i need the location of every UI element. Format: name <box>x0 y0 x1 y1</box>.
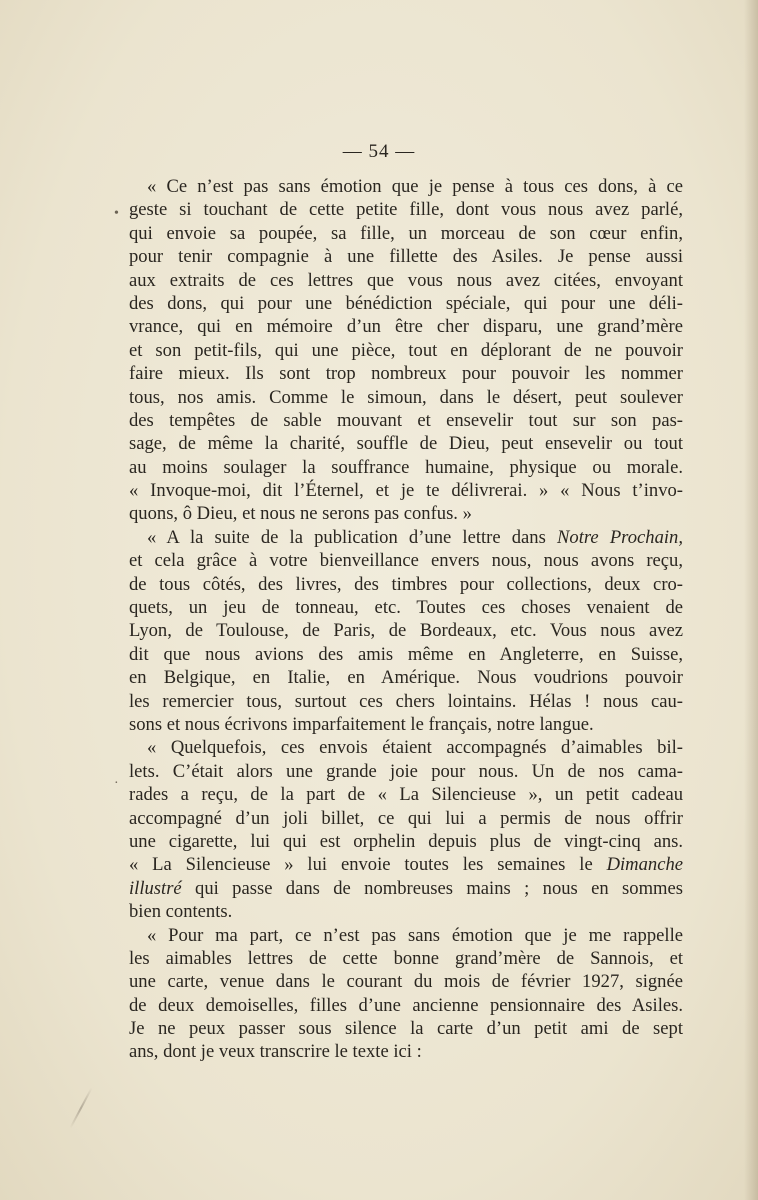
journal-title: Notre Prochain, <box>557 526 683 548</box>
text-line: quons, ô Dieu, et nous ne serons pas confus. » <box>129 503 472 525</box>
text-line: une carte, venue dans le courant du mois de février 1927, signée <box>129 971 683 993</box>
text-line: quets, un jeu de tonneau, etc. Toutes ces choses venaient de <box>129 597 683 619</box>
text-line: sage, de même la charité, souffle de Dieu, peut ensevelir ou tout <box>129 433 683 455</box>
text-line: bien contents. <box>129 901 233 923</box>
text-segment: qui passe dans de nombreuses mains ; nous en sommes <box>181 877 683 899</box>
text-segment: « A la suite de la publication d’une lettre dans <box>147 526 557 548</box>
text-line: « Ce n’est pas sans émotion que je pense à tous ces dons, à ce <box>147 176 683 197</box>
paragraph-3 <box>129 736 683 923</box>
text-line <box>129 877 683 900</box>
text-line: et son petit-fils, qui une pièce, tout en déplorant de ne pouvoir <box>129 339 683 361</box>
margin-dot: • <box>114 206 119 221</box>
margin-dot: · <box>114 776 119 791</box>
text-line: de tous côtés, des livres, des timbres pour collections, deux cro- <box>129 573 683 595</box>
text-line: accompagné d’un joli billet, ce qui lui a permis de nous offrir <box>129 807 683 829</box>
text-line: pour tenir compagnie à une fillette des Asiles. Je pense aussi <box>129 246 683 268</box>
text-line: « Invoque-moi, dit l’Éternel, et je te délivrerai. » « Nous t’invo- <box>129 480 683 502</box>
text-line: qui envoie sa poupée, sa fille, un morceau de son cœur enfin, <box>129 222 683 244</box>
text-line: tous, nos amis. Comme le simoun, dans le désert, peut soulever <box>129 386 683 408</box>
text-line: aux extraits de ces lettres que vous nous avez citées, envoyant <box>129 269 683 291</box>
text-line: au moins soulager la souffrance humaine, physique ou morale. <box>129 456 683 478</box>
text-line: dit que nous avions des amis même en Angleterre, en Suisse, <box>129 643 683 665</box>
text-line: Je ne peux passer sous silence la carte d’un petit ami de sept <box>129 1018 683 1040</box>
paragraph-2 <box>129 526 683 737</box>
journal-title: Dimanche <box>606 854 683 876</box>
text-line: des tempêtes de sable mouvant et ensevelir tout sur son pas- <box>129 409 683 431</box>
text-line: geste si touchant de cette petite fille, dont vous nous avez parlé, <box>129 199 683 221</box>
text-line: une cigarette, lui qui est orphelin depuis plus de vingt-cinq ans. <box>129 830 683 852</box>
journal-title: illustré <box>129 877 182 899</box>
body-text <box>129 175 683 1064</box>
text-line: de deux demoiselles, filles d’une ancienne pensionnaire des Asiles. <box>129 994 683 1016</box>
text-line: rades a reçu, de la part de « La Silencieuse », un petit cadeau <box>129 784 683 806</box>
text-line: vrance, qui en mémoire d’un être cher disparu, une grand’mère <box>129 316 683 338</box>
text-line: ans, dont je veux transcrire le texte ici : <box>129 1041 422 1063</box>
text-line: lets. C’était alors une grande joie pour nous. Un de nos cama- <box>129 760 683 782</box>
text-line <box>129 526 683 549</box>
text-line: « Quelquefois, ces envois étaient accompagnés d’aimables bil- <box>147 737 683 759</box>
text-line: sons et nous écrivons imparfaitement le français, notre langue. <box>129 713 594 735</box>
text-line <box>129 853 683 876</box>
text-line: faire mieux. Ils sont trop nombreux pour pouvoir les nommer <box>129 363 683 385</box>
text-line: des dons, qui pour une bénédiction spéciale, qui pour une déli- <box>129 292 683 314</box>
text-line: les aimables lettres de cette bonne grand’mère de Sannois, et <box>129 947 683 969</box>
pencil-mark <box>69 1087 92 1129</box>
text-line: « Pour ma part, ce n’est pas sans émotion que je me rappelle <box>147 924 683 946</box>
page-number: — 54 — <box>342 141 416 162</box>
text-line: les remercier tous, surtout ces chers lointains. Hélas ! nous cau- <box>129 690 683 712</box>
paragraph-4 <box>129 924 683 1064</box>
text-line: et cela grâce à votre bienveillance envers nous, nous avons reçu, <box>129 550 683 572</box>
text-line: en Belgique, en Italie, en Amérique. Nous voudrions pouvoir <box>129 667 683 689</box>
text-segment: « La Silencieuse » lui envoie toutes les semaines le <box>129 854 607 876</box>
paragraph-1 <box>129 175 683 526</box>
page-edge-shadow <box>744 0 758 1200</box>
text-line: Lyon, de Toulouse, de Paris, de Bordeaux, etc. Vous nous avez <box>129 620 683 642</box>
